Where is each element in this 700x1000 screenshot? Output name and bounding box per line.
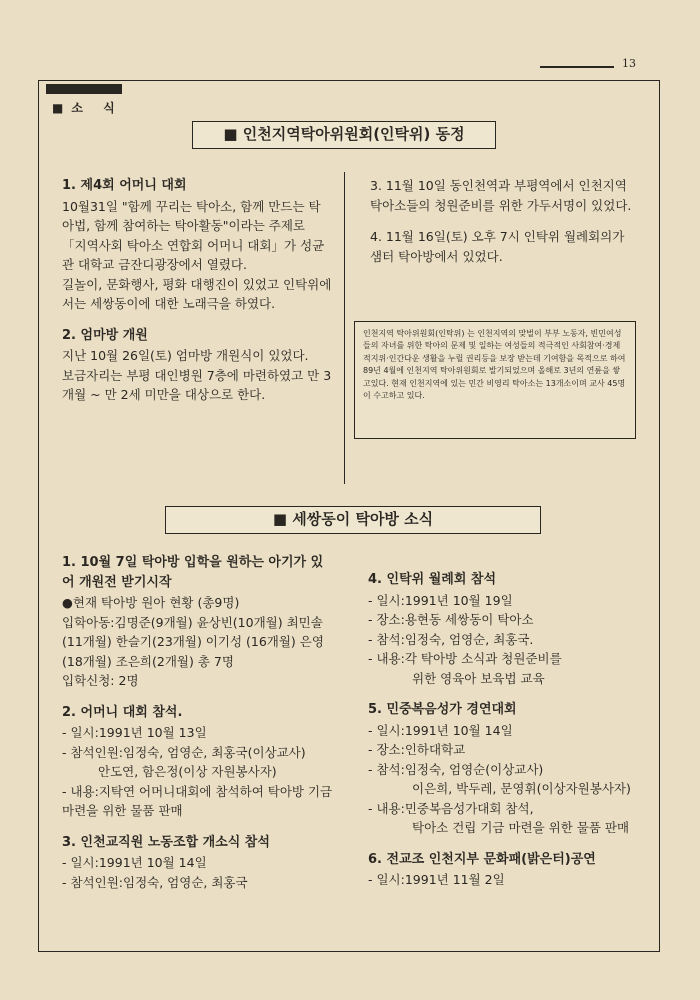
nursery-item-5-place: - 장소:인하대학교 xyxy=(368,742,466,757)
nursery-item-2 xyxy=(62,703,334,821)
nursery-item-6 xyxy=(368,850,638,890)
nursery-item-4-place: - 장소:용현동 세쌍동이 탁아소 xyxy=(368,612,534,627)
nursery-item-4 xyxy=(368,570,638,688)
nursery-item-2-heading: 2. 어머니 대회 참석. xyxy=(62,704,183,720)
bottom-left-column xyxy=(62,553,334,904)
nursery-item-2-date: - 일시:1991년 10월 13일 xyxy=(62,725,207,740)
nursery-item-6-date: - 일시:1991년 11월 2일 xyxy=(368,872,505,887)
nursery-item-5-people-2: 이은희, 박두레, 문영휘(이상자원봉사자) xyxy=(412,781,631,796)
nursery-item-1-enrolled: 입학아동:김명준(9개월) 윤상빈(10개월) 최민솔(11개월) 한슬기(23개월) 이기성 (16개월) 은영(18개월) 조은희(2개월) 총 7명 xyxy=(62,614,324,669)
title-incheon-committee: ■ 인천지역탁아위원회(인탁위) 동정 xyxy=(192,121,496,149)
column-divider xyxy=(344,172,345,484)
nursery-item-2-content: - 내용:지탁연 어머니대회에 참석하여 탁아방 기금 마련을 위한 물품 판매 xyxy=(62,783,333,818)
nursery-item-3-date: - 일시:1991년 10월 14일 xyxy=(62,855,207,870)
news-item-3: 3. 11월 10일 동인천역과 부평역에서 인천지역탁아소들의 청원준비를 위한 가두서명이 있었다. xyxy=(370,178,632,213)
news-item-1-heading: 1. 제4회 어머니 대회 xyxy=(62,178,187,193)
news-item-4: 4. 11월 16일(토) 오후 7시 인탁위 월례회의가 샘터 탁아방에서 있었다. xyxy=(370,229,625,264)
nursery-item-4-date: - 일시:1991년 10월 19일 xyxy=(368,592,513,608)
nursery-item-3 xyxy=(62,833,334,893)
bottom-right-column xyxy=(368,570,638,902)
page-number-rule xyxy=(540,66,614,68)
news-item-1-para-2: 길놀이, 문화행사, 평화 대행진이 있었고 인탁위에서는 세쌍동이에 대한 노래극을 하였다. xyxy=(62,276,332,311)
committee-info-box: 인천지역 탁아위원회(인탁위) 는 인천지역의 맞벌이 부부 노동자, 빈민여성들의 자녀를 위한 탁아의 문제 및 일하는 여성들의 적극적인 사회참여·경제적지위·인간다운 생활을 누릴 권리등을 보장 받는데 기여함을 목적으로 하여 89년 4월에 인천지역 탁아위원회로 발기되었으며 올해로 3년의 연륜을 쌓고있다. 현재 인천지역에 있는 민간 비영리 탁아소는 13개소이며 교사 45명이 수고하고 있다. xyxy=(354,321,636,439)
nursery-item-5-heading: 5. 민중복음성가 경연대회 xyxy=(368,702,517,717)
section-label: ■소 식 xyxy=(52,101,123,115)
nursery-item-6-heading: 6. 전교조 인천지부 문화패(밝은터)공연 xyxy=(368,851,596,867)
nursery-item-5-content-2: 탁아소 건립 기금 마련을 위한 물품 판매 xyxy=(412,820,630,835)
news-item-1 xyxy=(62,176,332,314)
news-item-2-para-2: 보금자리는 부평 대인병원 7층에 마련하였고 만 3개월 ~ 만 2세 미만을 대상으로 한다. xyxy=(62,367,332,402)
top-left-column xyxy=(62,176,332,417)
top-right-column xyxy=(370,176,634,266)
nursery-item-2-people: - 참석인원:임정숙, 엄영순, 최홍국(이상교사) xyxy=(62,744,306,760)
news-item-2-heading: 2. 엄마방 개원 xyxy=(62,327,148,343)
nursery-item-1 xyxy=(62,553,334,691)
news-item-2-para-1: 지난 10월 26일(토) 엄마방 개원식이 있었다. xyxy=(62,348,309,363)
nursery-item-1-applied: 입학신청: 2명 xyxy=(62,673,139,688)
nursery-item-5 xyxy=(368,700,638,838)
title-triplets-nursery: ■ 세쌍동이 탁아방 소식 xyxy=(165,506,541,534)
section-bar xyxy=(46,84,122,94)
nursery-item-4-content: - 내용:각 탁아방 소식과 청원준비를 xyxy=(368,651,562,666)
nursery-item-4-content-2: 위한 영육아 보육법 교육 xyxy=(412,670,545,686)
news-item-2 xyxy=(62,326,332,405)
page-number: 13 xyxy=(622,57,636,70)
nursery-item-1-heading: 1. 10월 7일 탁아방 입학을 원하는 아기가 있어 개원전 받기시작 xyxy=(62,555,324,590)
nursery-item-3-people: - 참석인원:임정숙, 엄영순, 최홍국 xyxy=(62,874,248,890)
news-item-1-para-1: 10월31일 "함께 꾸리는 탁아소, 함께 만드는 탁아법, 함께 참여하는 탁아활동"이라는 주제로 「지역사회 탁아소 연합회 어머니 대회」가 성균관 대학교 금잔디광장에서 열렸다. xyxy=(62,198,325,272)
nursery-item-5-content: - 내용:민중복음성가대회 참석, xyxy=(368,800,534,816)
nursery-item-4-heading: 4. 인탁위 월례회 참석 xyxy=(368,572,497,587)
nursery-item-5-people: - 참석:임정숙, 엄영순(이상교사) xyxy=(368,761,544,777)
nursery-item-2-people-2: 안도연, 함은정(이상 자원봉사자) xyxy=(98,764,277,779)
nursery-item-4-people: - 참석:임정숙, 엄영순, 최홍국. xyxy=(368,631,534,647)
nursery-item-1-status: ●현재 탁아방 원아 현황 (총9명) xyxy=(62,595,240,610)
nursery-item-5-date: - 일시:1991년 10월 14일 xyxy=(368,722,513,738)
nursery-item-3-heading: 3. 인천교직원 노동조합 개소식 참석 xyxy=(62,834,270,850)
